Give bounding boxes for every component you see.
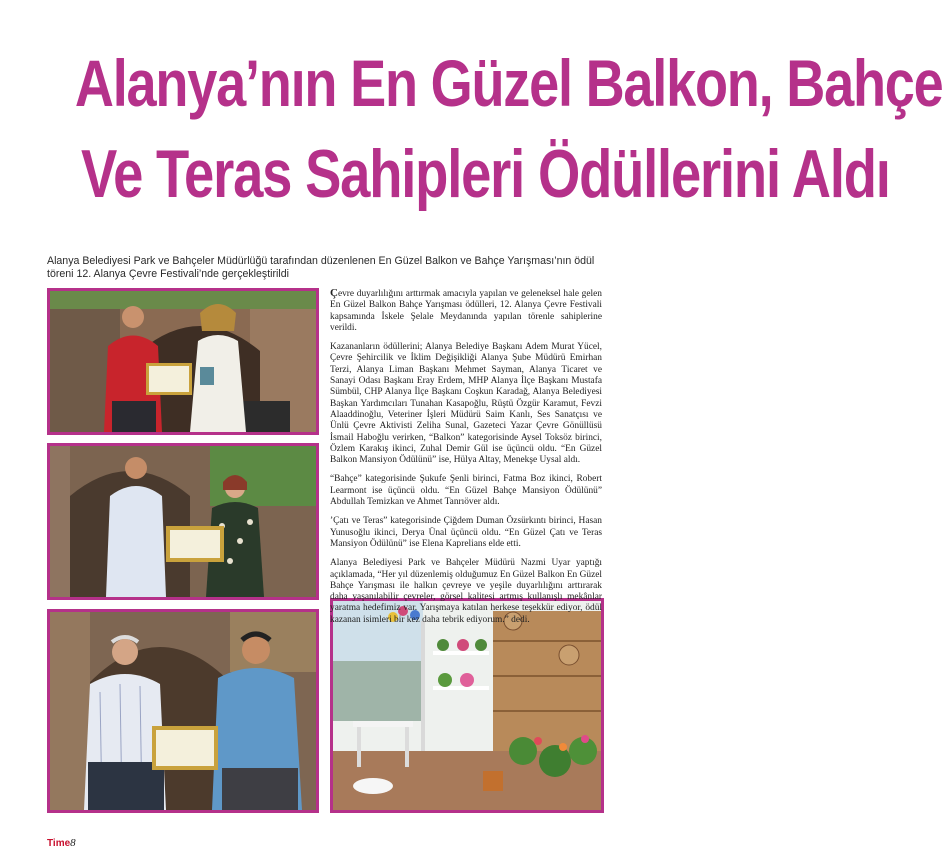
- headline-line-1: Alanya’nın En Güzel Balkon, Bahçe: [74, 46, 943, 120]
- article-paragraph-1: [330, 288, 602, 334]
- article-paragraph-5: Alanya Belediyesi Park ve Bahçeler Müdürü Nazmi Uyar yaptığı açıklamada, “Her yıl düzenlemiş olduğumuz En Güzel Balkon En Güzel Bahçe Yarışması ile halkın çevreye ve yeşile duyarlılığını arttırarak daha yaşanılabilir çevreler, görsel kalitesi artmış kullanışlı mekânlar yaratma hedefimiz var. Yarışmaya katılan herkese teşekkür ediyor, ödül kazanan isimleri bir kez daha tebrik ediyorum.” dedi.: [330, 558, 602, 625]
- page-number: 8: [70, 837, 76, 849]
- article-paragraph-2: Kazananların ödüllerini; Alanya Belediye Başkanı Adem Murat Yücel, Çevre Şehircilik ve İklim Değişikliği Alanya Şube Müdürü Emirhan Terzi, Alanya Liman Başkanı Mehmet Sayman, Alanya Ticaret ve Sanayi Odası Başkanı Eray Erdem, MHP Alanya İlçe Başkanı Mustafa Sümbül, CHP Alanya İlçe Başkanı Coşkun Karadağ, Alanya Belediyesi Başkan Yardımcıları Tunahan Kasapoğlu, Rüştü Özgür Karamut, Fevzi Alaaddinoğlu, Veteriner İşleri Müdürü Saim Kanlı, Ses Sanatçısı ve Ünlü Çevre Aktivisti Zeliha Sunal, Gazeteci Yazar Çevre Gönüllüsü İsmail Haboğlu verirken, “Balkon” kategorisinde Aysel Toksöz birinci, Özlem Karakış ikinci, Zuhal Demir Gül ise üçüncü oldu. “En Güzel Balkon Mansiyon Ödülünü” ise, Hülya Altay, Menekşe Uysal aldı.: [330, 342, 602, 466]
- dropcap: Ç: [330, 287, 338, 299]
- article-subtitle: Alanya Belediyesi Park ve Bahçeler Müdürlüğü tarafından düzenlenen En Güzel Balkon ve Bahçe Yarışması’nın ödül töreni 12. Alanya Çevre Festivali’nde gerçekleştirildi: [47, 255, 595, 280]
- award-photo-3-image: [50, 612, 316, 810]
- page-footer: [47, 837, 76, 849]
- headline-line-2: Ve Teras Sahipleri Ödüllerini Aldı: [81, 136, 890, 212]
- magazine-logo: Time: [47, 838, 71, 849]
- article-paragraph-4: ’Çatı ve Teras” kategorisinde Çiğdem Duman Özsürkıntı birinci, Hasan Yunusoğlu ikinci, Derya Ünal üçüncü oldu. “En Güzel Çatı ve Teras Mansiyon Ödülünü” ise Elena Kaprelians elde etti.: [330, 516, 602, 549]
- award-photo-1-image: [50, 291, 316, 432]
- article-paragraph-1-text: evre duyarlılığını arttırmak amacıyla yapılan ve geleneksel hale gelen En Güzel Balkon Bahçe Yarışması ödülleri, 12. Alanya Çevre Festivali kapsamında İskele Şelale Meydanında yapılan törenle sahiplerine verildi.: [330, 289, 602, 333]
- award-photo-2-image: [50, 446, 316, 597]
- award-photo-2: [47, 443, 319, 600]
- article-paragraph-3: “Bahçe” kategorisinde Şukufe Şenli birinci, Fatma Boz ikinci, Robert Learmont ise üçüncü oldu. “En Güzel Bahçe Mansiyon Ödülünü” Abdullah Temizkan ve Ahmet Tanrıöver aldı.: [330, 474, 602, 508]
- award-photo-3: [47, 609, 319, 813]
- award-photo-1: [47, 288, 319, 435]
- article-body: [330, 288, 602, 634]
